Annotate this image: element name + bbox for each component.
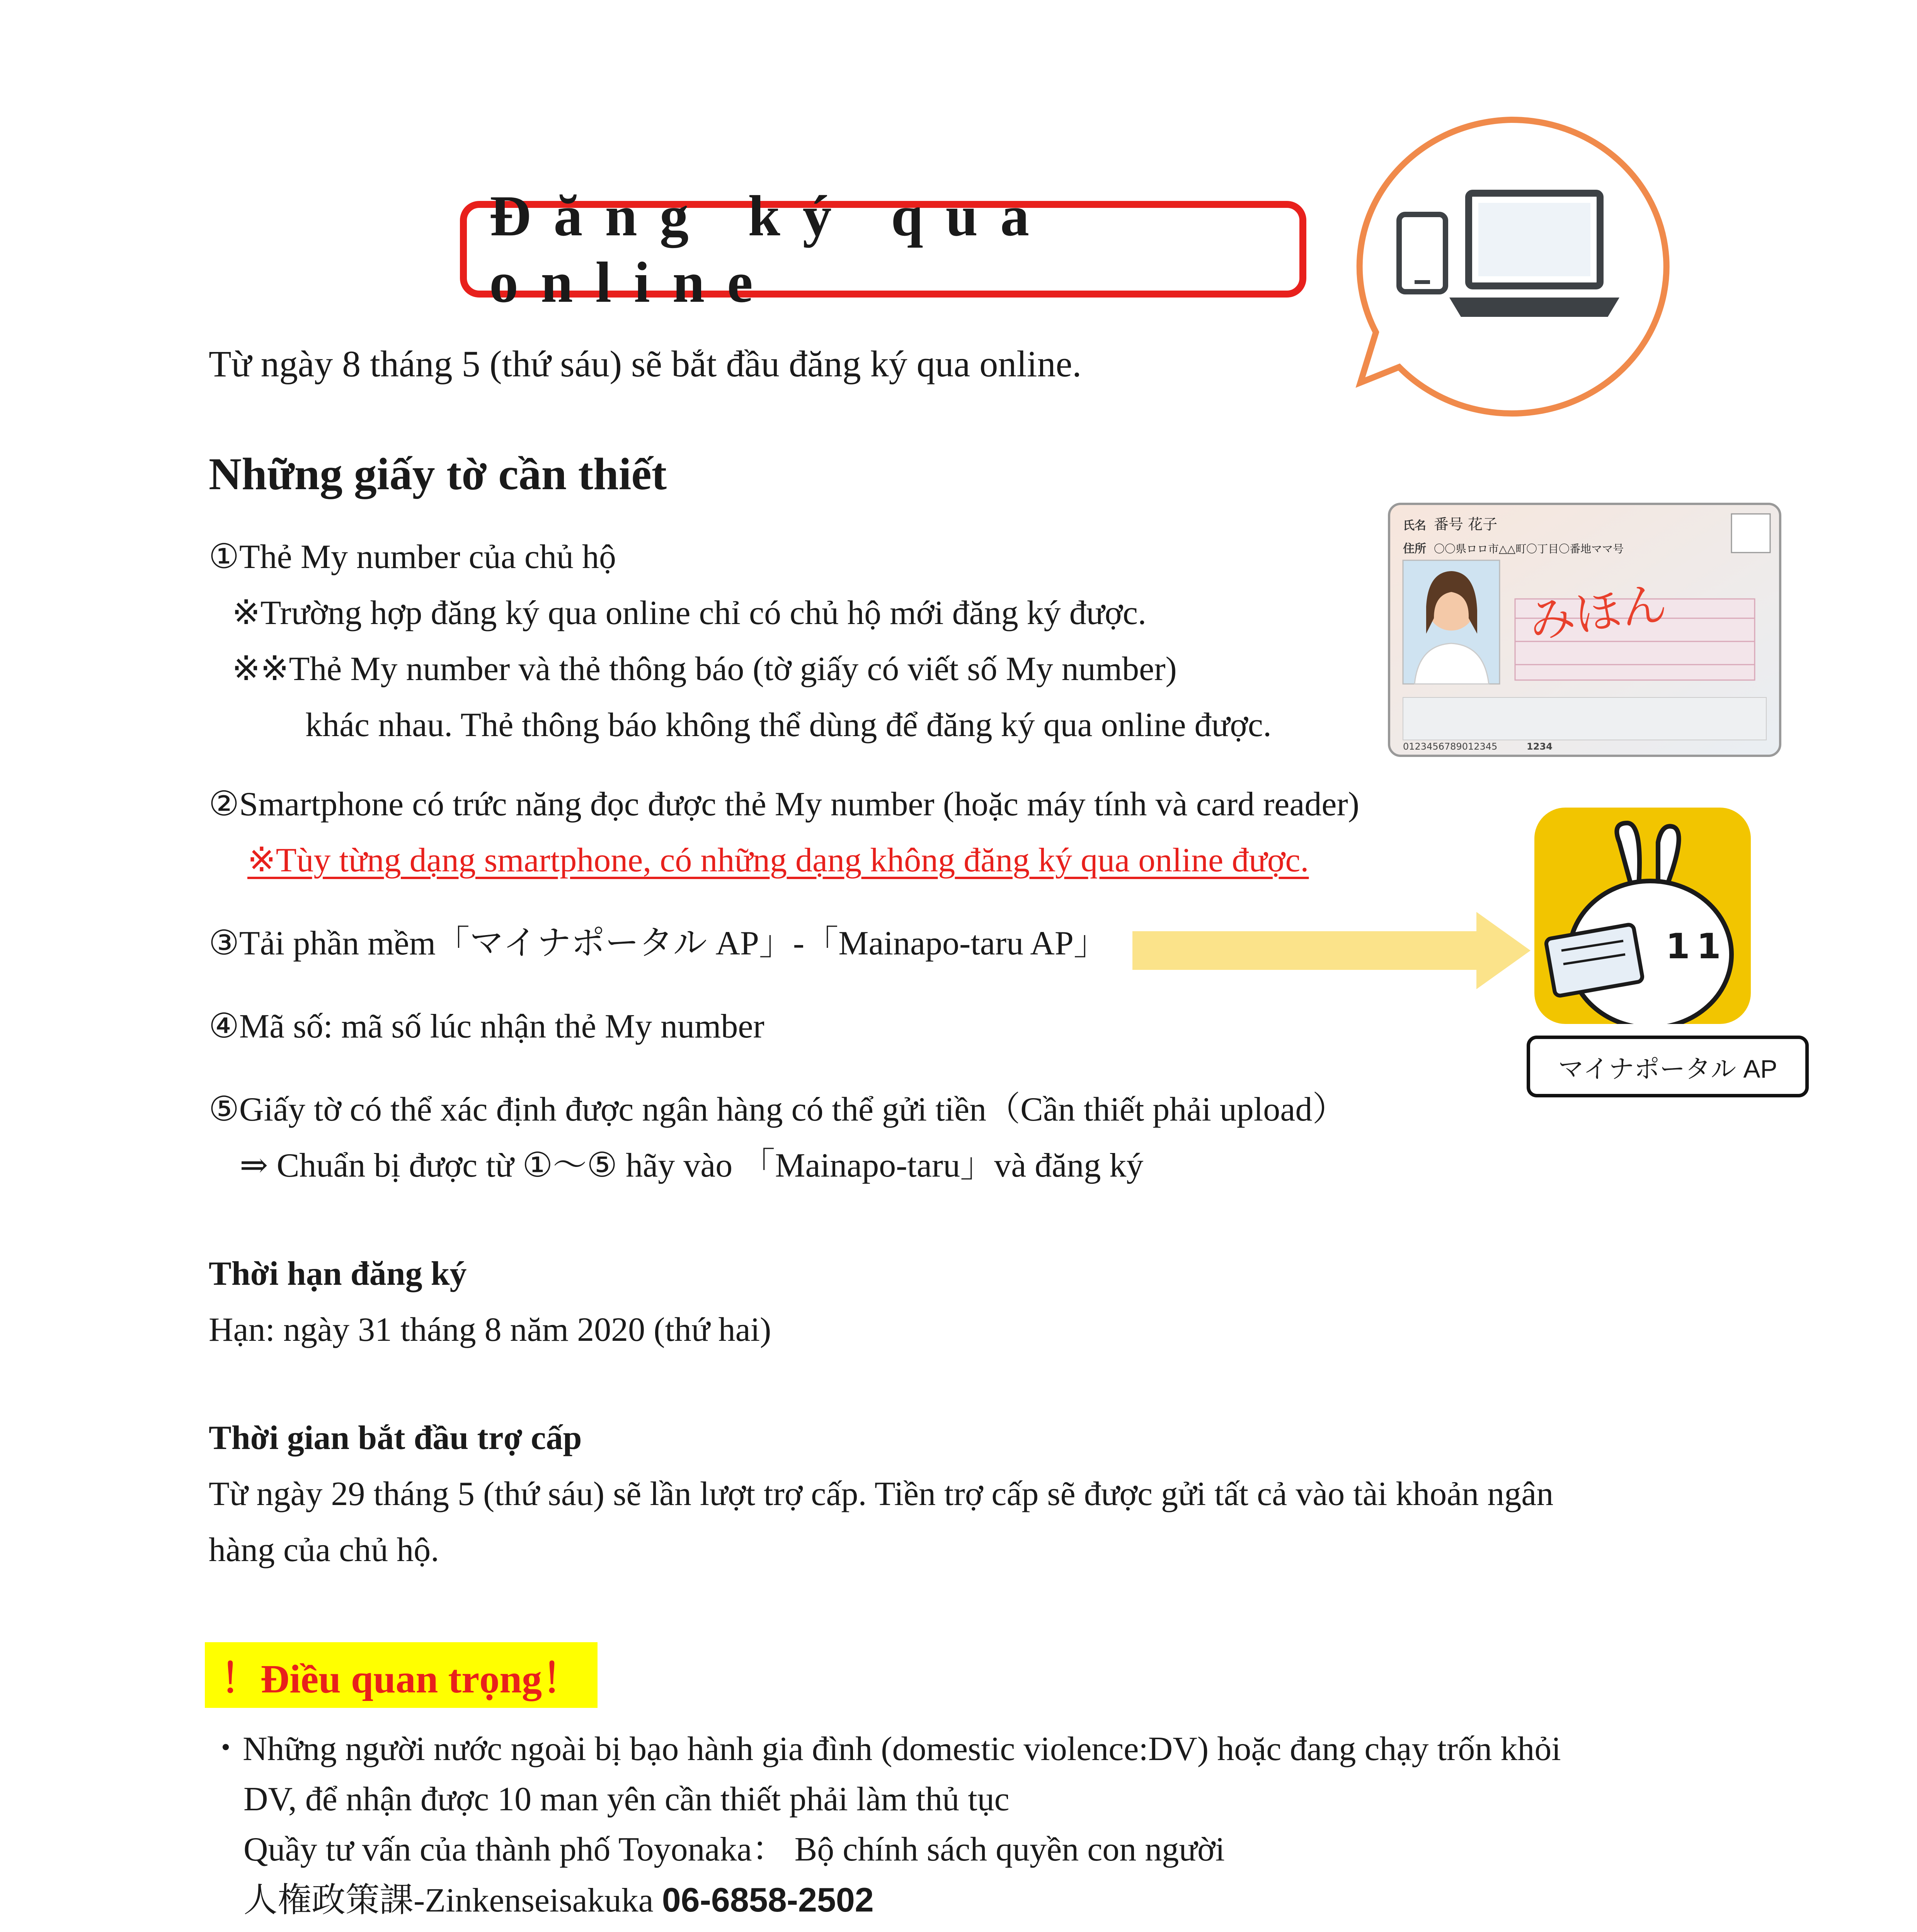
start-heading: Thời gian bắt đầu trợ cấp: [209, 1419, 582, 1457]
card-address-label: 住所: [1403, 542, 1426, 556]
phone-number: 06-6858-2502: [662, 1881, 874, 1919]
important-bullet-1-line2: DV, để nhận được 10 man yên cần thiết phải làm thủ tục: [243, 1781, 1010, 1818]
card-code: 1234: [1527, 741, 1553, 752]
svg-text:1: 1: [1666, 926, 1690, 967]
laptop-phone-icon: [1353, 116, 1670, 417]
intro-text: Từ ngày 8 tháng 5 (thứ sáu) sẽ bắt đầu đăng ký qua online.: [209, 343, 1082, 384]
department-name-romaji: -Zinkenseisakuka: [414, 1882, 662, 1919]
important-bullet-1-line1: ・Những người nước ngoài bị bạo hành gia đình (domestic violence:DV) hoặc đang chạy trốn khỏi: [209, 1730, 1561, 1768]
device-illustration: [1353, 116, 1670, 417]
card-name: 番号 花子: [1434, 516, 1498, 533]
mynumber-card-image: [1388, 502, 1782, 757]
card-number: 0123456789012345: [1403, 741, 1498, 752]
card-name-label: 氏名: [1403, 519, 1426, 532]
important-bullet-1-line3: Quầy tư vấn của thành phố Toyonaka： Bộ chính sách quyền con người: [243, 1831, 1225, 1868]
requirements-heading: Những giấy tờ cần thiết: [209, 449, 667, 499]
title-banner: [460, 184, 1306, 315]
app-name-label: マイナポータル AP: [1527, 1036, 1809, 1097]
id-card-icon: [1388, 502, 1782, 757]
requirement-1: ①Thẻ My number của chủ hộ: [209, 538, 616, 576]
requirement-1-note-2: ※※Thẻ My number và thẻ thông báo (tờ giấy có viết số My number): [232, 650, 1177, 688]
sample-stamp: みほん: [1525, 576, 1670, 649]
requirement-2: ②Smartphone có trức năng đọc được thẻ My number (hoặc máy tính và card reader): [209, 786, 1360, 823]
deadline-heading: Thời hạn đăng ký: [209, 1255, 467, 1293]
svg-text:1: 1: [1697, 926, 1721, 967]
requirement-1-note-2-cont: khác nhau. Thẻ thông báo không thể dùng để đăng ký qua online được.: [305, 706, 1272, 744]
requirement-2-note: ※Tùy từng dạng smartphone, có những dạng không đăng ký qua online được.: [247, 842, 1309, 879]
requirement-5-next: ⇒ Chuẩn bị được từ ①～⑤ hãy vào 「Mainapo-taru」và đăng ký: [240, 1147, 1144, 1184]
start-text-line1: Từ ngày 29 tháng 5 (thứ sáu) sẽ lần lượt trợ cấp. Tiền trợ cấp sẽ được gửi tất cả vào tài khoản ngân: [209, 1475, 1554, 1513]
requirement-3: ③Tải phần mềm「マイナポータル AP」-「Mainapo-taru AP」: [209, 925, 1108, 962]
page-title: Đăng ký qua online: [489, 184, 1052, 315]
mynaportal-app-icon: [1534, 808, 1751, 1024]
department-name-jp: 人権政策課: [243, 1881, 414, 1919]
requirement-5: ⑤Giấy tờ có thể xác định được ngân hàng có thể gửi tiền（Cần thiết phải upload）: [209, 1091, 1347, 1128]
important-heading: ！Điều quan trọng！: [205, 1642, 598, 1708]
deadline-text: Hạn: ngày 31 tháng 8 năm 2020 (thứ hai): [209, 1311, 771, 1349]
requirement-4: ④Mã số: mã số lúc nhận thẻ My number: [209, 1008, 764, 1045]
important-bullet-1-line4: [243, 1878, 874, 1923]
arrow-right-icon: [1132, 912, 1534, 989]
requirement-1-note-1: ※Trường hợp đăng ký qua online chỉ có chủ hộ mới đăng ký được.: [232, 594, 1146, 632]
card-address: 〇〇県ロロ市△△町〇丁目〇番地ママ号: [1434, 543, 1624, 555]
start-text-line2: hàng của chủ hộ.: [209, 1531, 439, 1569]
